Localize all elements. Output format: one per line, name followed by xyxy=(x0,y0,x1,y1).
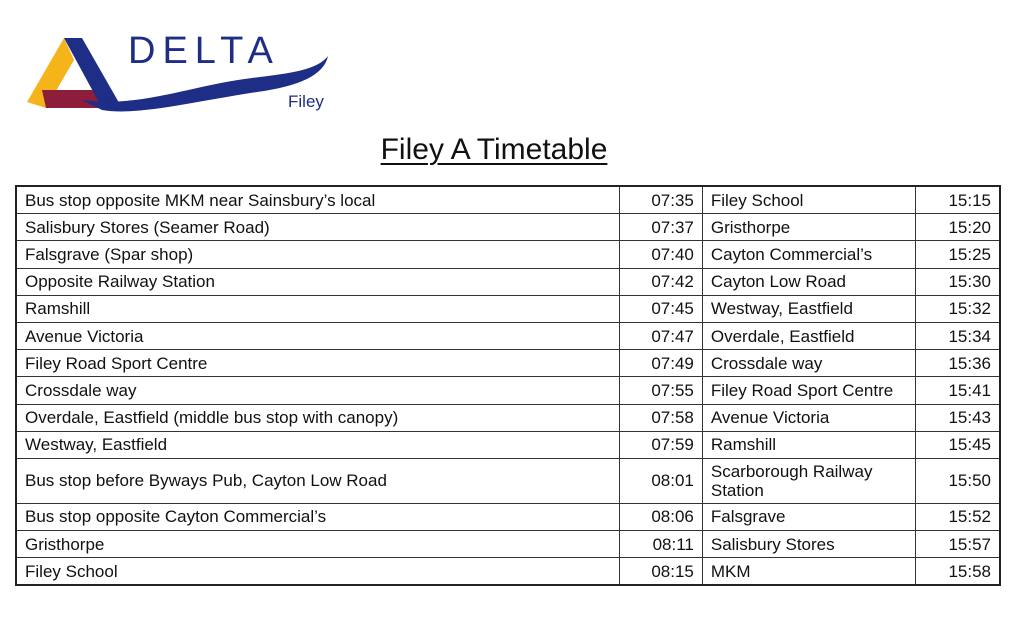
time-afternoon: 15:36 xyxy=(915,350,1000,377)
time-morning: 08:11 xyxy=(619,531,702,558)
table-row xyxy=(16,503,1000,530)
time-afternoon: 15:45 xyxy=(915,431,1000,458)
time-afternoon: 15:32 xyxy=(915,295,1000,322)
stop-afternoon: Avenue Victoria xyxy=(702,404,915,431)
table-row xyxy=(16,268,1000,295)
time-morning: 07:49 xyxy=(619,350,702,377)
time-morning: 07:45 xyxy=(619,295,702,322)
table-row xyxy=(16,377,1000,404)
time-morning: 07:37 xyxy=(619,214,702,241)
time-morning: 07:59 xyxy=(619,431,702,458)
time-afternoon: 15:57 xyxy=(915,531,1000,558)
time-afternoon: 15:43 xyxy=(915,404,1000,431)
stop-afternoon: Gristhorpe xyxy=(702,214,915,241)
time-afternoon: 15:50 xyxy=(915,458,1000,503)
time-morning: 07:42 xyxy=(619,268,702,295)
stop-morning: Overdale, Eastfield (middle bus stop with canopy) xyxy=(16,404,619,431)
timetable-body xyxy=(16,186,1000,585)
time-morning: 07:40 xyxy=(619,241,702,268)
delta-logo xyxy=(22,30,342,120)
table-row xyxy=(16,322,1000,349)
stop-morning: Filey School xyxy=(16,558,619,586)
table-row xyxy=(16,558,1000,586)
logo-subtitle: Filey xyxy=(288,92,324,111)
table-row xyxy=(16,531,1000,558)
stop-morning: Bus stop opposite Cayton Commercial’s xyxy=(16,503,619,530)
table-row xyxy=(16,186,1000,214)
page-title: Filey A Timetable xyxy=(380,133,608,166)
stop-morning: Falsgrave (Spar shop) xyxy=(16,241,619,268)
stop-morning: Salisbury Stores (Seamer Road) xyxy=(16,214,619,241)
table-row xyxy=(16,404,1000,431)
time-morning: 08:01 xyxy=(619,458,702,503)
time-afternoon: 15:25 xyxy=(915,241,1000,268)
time-morning: 07:58 xyxy=(619,404,702,431)
stop-afternoon: Filey School xyxy=(702,186,915,214)
stop-afternoon: Filey Road Sport Centre xyxy=(702,377,915,404)
stop-afternoon: Crossdale way xyxy=(702,350,915,377)
stop-afternoon: Overdale, Eastfield xyxy=(702,322,915,349)
time-afternoon: 15:34 xyxy=(915,322,1000,349)
stop-morning: Bus stop before Byways Pub, Cayton Low Road xyxy=(16,458,619,503)
timetable xyxy=(15,185,1001,586)
table-row xyxy=(16,458,1000,503)
stop-morning: Gristhorpe xyxy=(16,531,619,558)
stop-afternoon: MKM xyxy=(702,558,915,586)
table-row xyxy=(16,350,1000,377)
stop-afternoon: Cayton Low Road xyxy=(702,268,915,295)
stop-morning: Opposite Railway Station xyxy=(16,268,619,295)
time-afternoon: 15:20 xyxy=(915,214,1000,241)
time-afternoon: 15:58 xyxy=(915,558,1000,586)
stop-morning: Westway, Eastfield xyxy=(16,431,619,458)
table-row xyxy=(16,295,1000,322)
table-row xyxy=(16,241,1000,268)
stop-afternoon: Scarborough Railway Station xyxy=(702,458,915,503)
time-afternoon: 15:15 xyxy=(915,186,1000,214)
stop-morning: Crossdale way xyxy=(16,377,619,404)
stop-afternoon: Falsgrave xyxy=(702,503,915,530)
time-afternoon: 15:52 xyxy=(915,503,1000,530)
stop-afternoon: Westway, Eastfield xyxy=(702,295,915,322)
stop-morning: Filey Road Sport Centre xyxy=(16,350,619,377)
table-row xyxy=(16,431,1000,458)
time-morning: 07:47 xyxy=(619,322,702,349)
table-row xyxy=(16,214,1000,241)
stop-morning: Ramshill xyxy=(16,295,619,322)
stop-afternoon: Ramshill xyxy=(702,431,915,458)
time-morning: 08:15 xyxy=(619,558,702,586)
time-morning: 08:06 xyxy=(619,503,702,530)
time-morning: 07:55 xyxy=(619,377,702,404)
stop-morning: Bus stop opposite MKM near Sainsbury’s local xyxy=(16,186,619,214)
time-afternoon: 15:30 xyxy=(915,268,1000,295)
time-morning: 07:35 xyxy=(619,186,702,214)
stop-afternoon: Salisbury Stores xyxy=(702,531,915,558)
logo-wordmark: DELTA xyxy=(128,30,280,72)
stop-morning: Avenue Victoria xyxy=(16,322,619,349)
stop-afternoon: Cayton Commercial’s xyxy=(702,241,915,268)
time-afternoon: 15:41 xyxy=(915,377,1000,404)
